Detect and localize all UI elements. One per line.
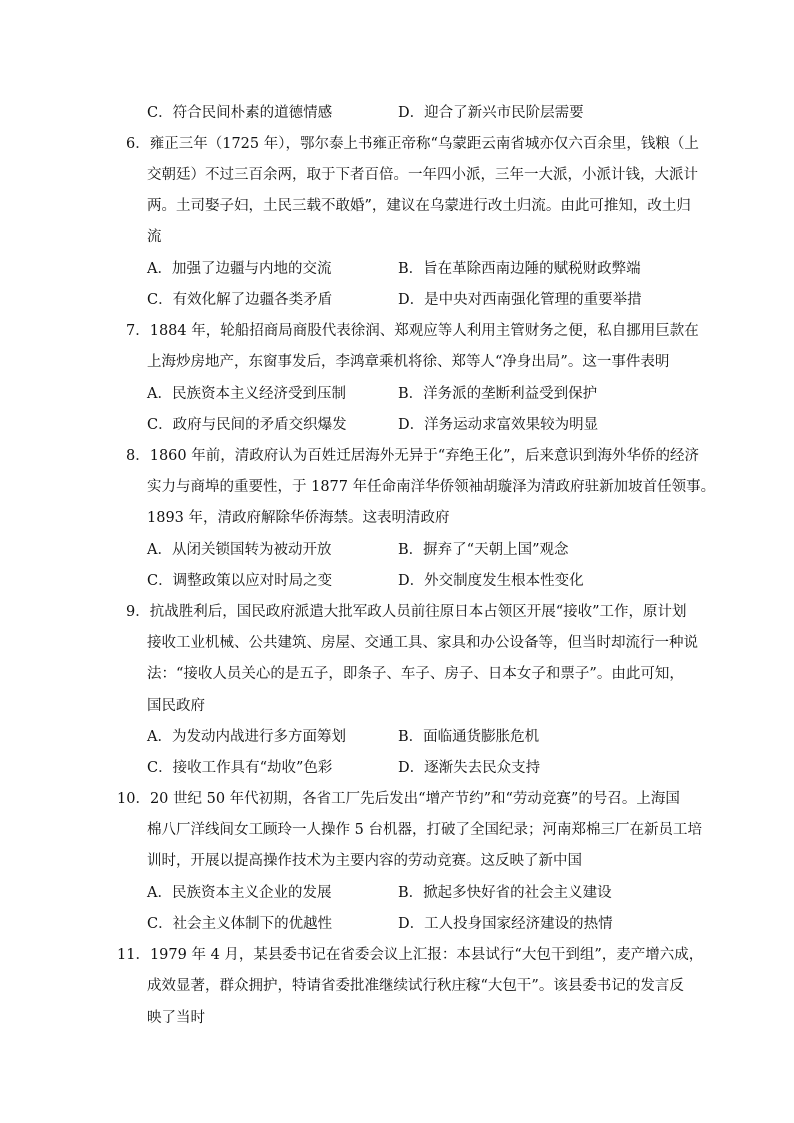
q5-option-d: D．迎合了新兴市民阶层需要 [398, 105, 584, 121]
q8-stem-line-2: 实力与商埠的重要性，于 1877 年任命南洋华侨领袖胡璇泽为清政府驻新加坡首任领事。 [147, 479, 716, 495]
q9-stem-line-1: 9．抗战胜利后，国民政府派遣大批军政人员前往原日本占领区开展“接收”工作，原计划 [126, 604, 687, 620]
q8-option-b: B．摒弃了“天朝上国”观念 [398, 542, 569, 558]
q11-stem-line-2: 成效显著，群众拥护，特请省委批准继续试行秋庄稼“大包干”。该县委书记的发言反 [147, 978, 684, 994]
q6-stem-line-2: 交朝廷）不过三百余两，取于下者百倍。一年四小派，三年一大派，小派计钱，大派计 [147, 167, 698, 183]
q6-option-b: B．旨在革除西南边陲的赋税财政弊端 [398, 261, 641, 277]
q6-stem-line-4: 流 [147, 229, 162, 245]
q6-option-d: D．是中央对西南强化管理的重要举措 [398, 292, 642, 308]
q11-stem-line-3: 映了当时 [147, 1010, 205, 1026]
q9-stem-line-2: 接收工业机械、公共建筑、房屋、交通工具、家具和办公设备等，但当时却流行一种说 [147, 635, 698, 651]
q10-stem-line-2: 棉八厂洋线间女工顾玲一人操作 5 台机器，打破了全国纪录；河南郑棉三厂在新员工培 [147, 822, 702, 838]
q10-option-b: B．掀起多快好省的社会主义建设 [398, 885, 612, 901]
q6-stem-line-3: 两。土司娶子妇，土民三载不敢婚”，建议在乌蒙进行改土归流。由此可推知，改土归 [147, 198, 691, 214]
q9-stem-line-3: 法：“接收人员关心的是五子，即条子、车子、房子、日本女子和票子”。由此可知， [147, 666, 684, 682]
q9-option-d: D．逐渐失去民众支持 [398, 760, 541, 776]
q11-stem-line-1: 11．1979 年 4 月，某县委书记在省委会议上汇报：本县试行“大包干到组”，麦产增六成， [117, 947, 704, 963]
q6-stem-line-1: 6．雍正三年（1725 年），鄂尔泰上书雍正帝称“乌蒙距云南省城亦仅六百余里，钱粮（上 [126, 136, 699, 152]
q10-option-d: D．工人投身国家经济建设的热情 [398, 916, 613, 932]
q8-option-d: D．外交制度发生根本性变化 [398, 573, 584, 589]
q9-option-a: A．为发动内战进行多方面筹划 [147, 729, 346, 745]
q10-stem-line-3: 训时，开展以提高操作技术为主要内容的劳动竞赛。这反映了新中国 [147, 853, 582, 869]
q7-stem-line-1: 7．1884 年，轮船招商局商股代表徐润、郑观应等人利用主管财务之便，私自挪用巨款在 [126, 323, 699, 339]
q10-option-a: A．民族资本主义企业的发展 [147, 885, 332, 901]
q8-option-c: C．调整政策以应对时局之变 [147, 573, 333, 589]
q8-option-a: A．从闭关锁国转为被动开放 [147, 542, 332, 558]
q7-option-d: D．洋务运动求富效果较为明显 [398, 417, 599, 433]
q7-option-a: A．民族资本主义经济受到压制 [147, 386, 346, 402]
q7-option-b: B．洋务派的垄断利益受到保护 [398, 386, 598, 402]
q9-stem-line-4: 国民政府 [147, 698, 205, 714]
q5-option-c: C．符合民间朴素的道德情感 [147, 105, 333, 121]
q7-option-c: C．政府与民间的矛盾交织爆发 [147, 417, 347, 433]
q9-option-b: B．面临通货膨胀危机 [398, 729, 540, 745]
q8-stem-line-1: 8．1860 年前，清政府认为百姓迁居海外无异于“弃绝王化”，后来意识到海外华侨的经济 [126, 448, 700, 464]
q8-stem-line-3: 1893 年，清政府解除华侨海禁。这表明清政府 [147, 510, 450, 526]
q10-stem-line-1: 10．20 世纪 50 年代初期，各省工厂先后发出“增产节约”和“劳动竞赛”的号召。上海国 [117, 791, 680, 807]
q9-option-c: C．接收工作具有“劫收”色彩 [147, 760, 333, 776]
q10-option-c: C．社会主义体制下的优越性 [147, 916, 333, 932]
q6-option-a: A．加强了边疆与内地的交流 [147, 261, 332, 277]
q6-option-c: C．有效化解了边疆各类矛盾 [147, 292, 333, 308]
q7-stem-line-2: 上海炒房地产，东窗事发后，李鸿章乘机将徐、郑等人“净身出局”。这一事件表明 [147, 354, 670, 370]
